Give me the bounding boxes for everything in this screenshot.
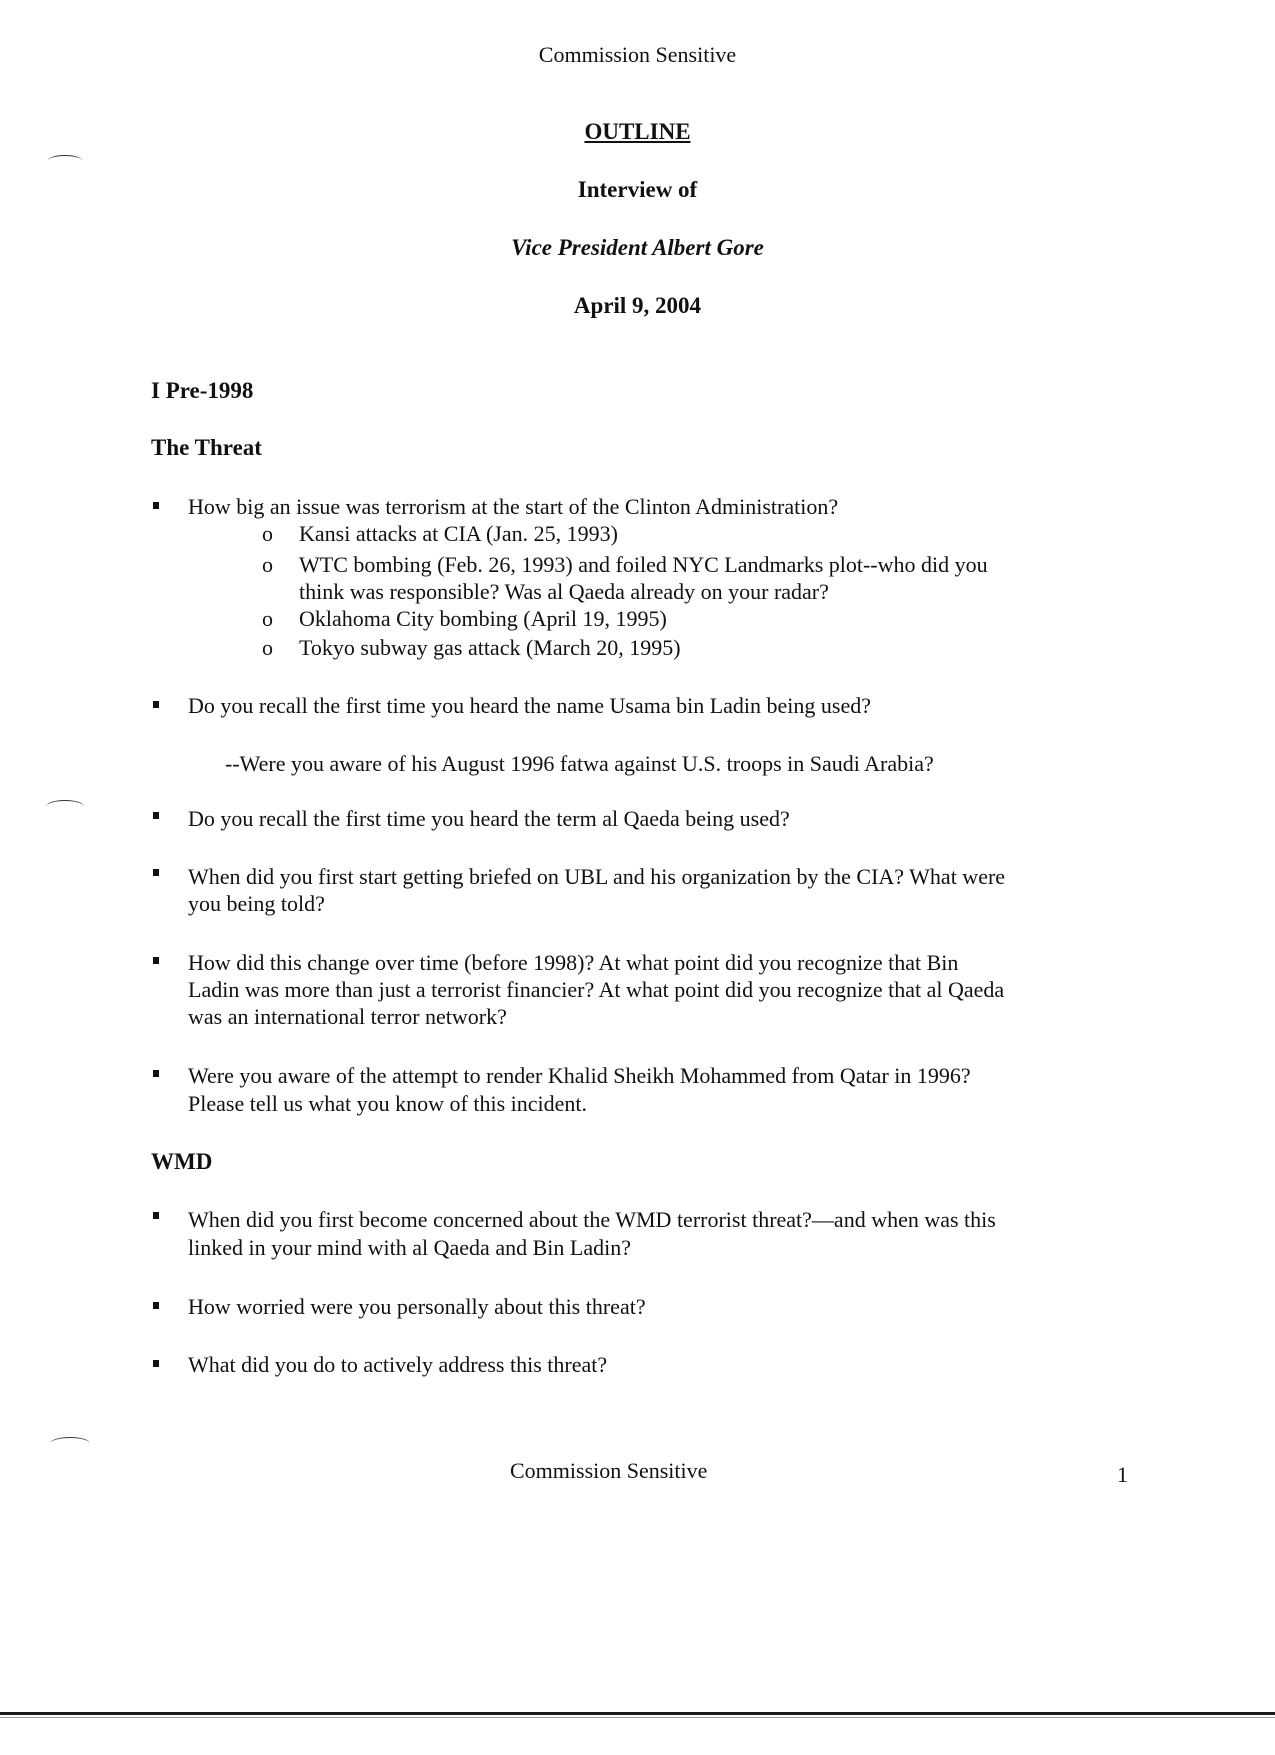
circle-bullet-icon: o [262, 606, 273, 631]
subsection-heading: WMD [151, 1149, 213, 1174]
subsection-heading: The Threat [151, 435, 262, 460]
circle-bullet-icon: o [262, 635, 273, 660]
scan-rule [0, 1717, 1275, 1718]
interviewee-name: Vice President Albert Gore [511, 235, 764, 260]
question-text: you being told? [188, 891, 325, 916]
question-text: When did you first become concerned about the WMD terrorist threat?—and when was this [188, 1207, 996, 1232]
square-bullet-icon [153, 1212, 159, 1219]
question-text: When did you first start getting briefed on UBL and his organization by the CIA? What were [188, 864, 1006, 889]
sub-item-text: Tokyo subway gas attack (March 20, 1995) [299, 635, 681, 660]
footer-label: Commission Sensitive [510, 1458, 708, 1483]
question-text: How worried were you personally about this threat? [188, 1294, 646, 1319]
outline-title: OUTLINE [584, 119, 691, 144]
square-bullet-icon [153, 1302, 159, 1309]
sub-item-text: WTC bombing (Feb. 26, 1993) and foiled NYC Landmarks plot--who did you [299, 552, 988, 577]
square-bullet-icon [153, 701, 159, 708]
interview-of: Interview of [577, 177, 698, 202]
question-text: Were you aware of the attempt to render Khalid Sheikh Mohammed from Qatar in 1996? [188, 1063, 971, 1088]
question-text: Do you recall the first time you heard the term al Qaeda being used? [188, 806, 790, 831]
square-bullet-icon [153, 1360, 159, 1367]
square-bullet-icon [153, 869, 159, 876]
sub-item-text: Kansi attacks at CIA (Jan. 25, 1993) [299, 521, 618, 546]
question-text: How did this change over time (before 1998)? At what point did you recognize that Bin [188, 950, 959, 975]
scan-mark [46, 800, 84, 813]
scan-mark [50, 1437, 90, 1450]
section-heading: I Pre-1998 [151, 378, 254, 403]
followup-text: --Were you aware of his August 1996 fatwa against U.S. troops in Saudi Arabia? [225, 751, 934, 776]
question-text: was an international terror network? [188, 1004, 507, 1029]
circle-bullet-icon: o [262, 552, 273, 577]
question-text: Ladin was more than just a terrorist financier? At what point did you recognize that al Qaeda [188, 977, 1005, 1002]
question-text: Do you recall the first time you heard the name Usama bin Ladin being used? [188, 693, 872, 718]
scan-mark [48, 155, 82, 166]
circle-bullet-icon: o [262, 521, 273, 546]
question-text: Please tell us what you know of this incident. [188, 1091, 587, 1116]
square-bullet-icon [153, 1070, 159, 1077]
question-text: What did you do to actively address this threat? [188, 1352, 608, 1377]
square-bullet-icon [153, 957, 159, 964]
square-bullet-icon [153, 812, 159, 819]
sub-item-text: think was responsible? Was al Qaeda already on your radar? [299, 579, 829, 604]
square-bullet-icon [153, 502, 159, 509]
interview-date: April 9, 2004 [573, 293, 702, 318]
page-number: 1 [1117, 1462, 1128, 1487]
question-text: How big an issue was terrorism at the start of the Clinton Administration? [188, 494, 839, 519]
scan-rule [0, 1712, 1275, 1715]
header-label: Commission Sensitive [538, 42, 737, 67]
sub-item-text: Oklahoma City bombing (April 19, 1995) [299, 606, 667, 631]
question-text: linked in your mind with al Qaeda and Bin Ladin? [188, 1235, 631, 1260]
